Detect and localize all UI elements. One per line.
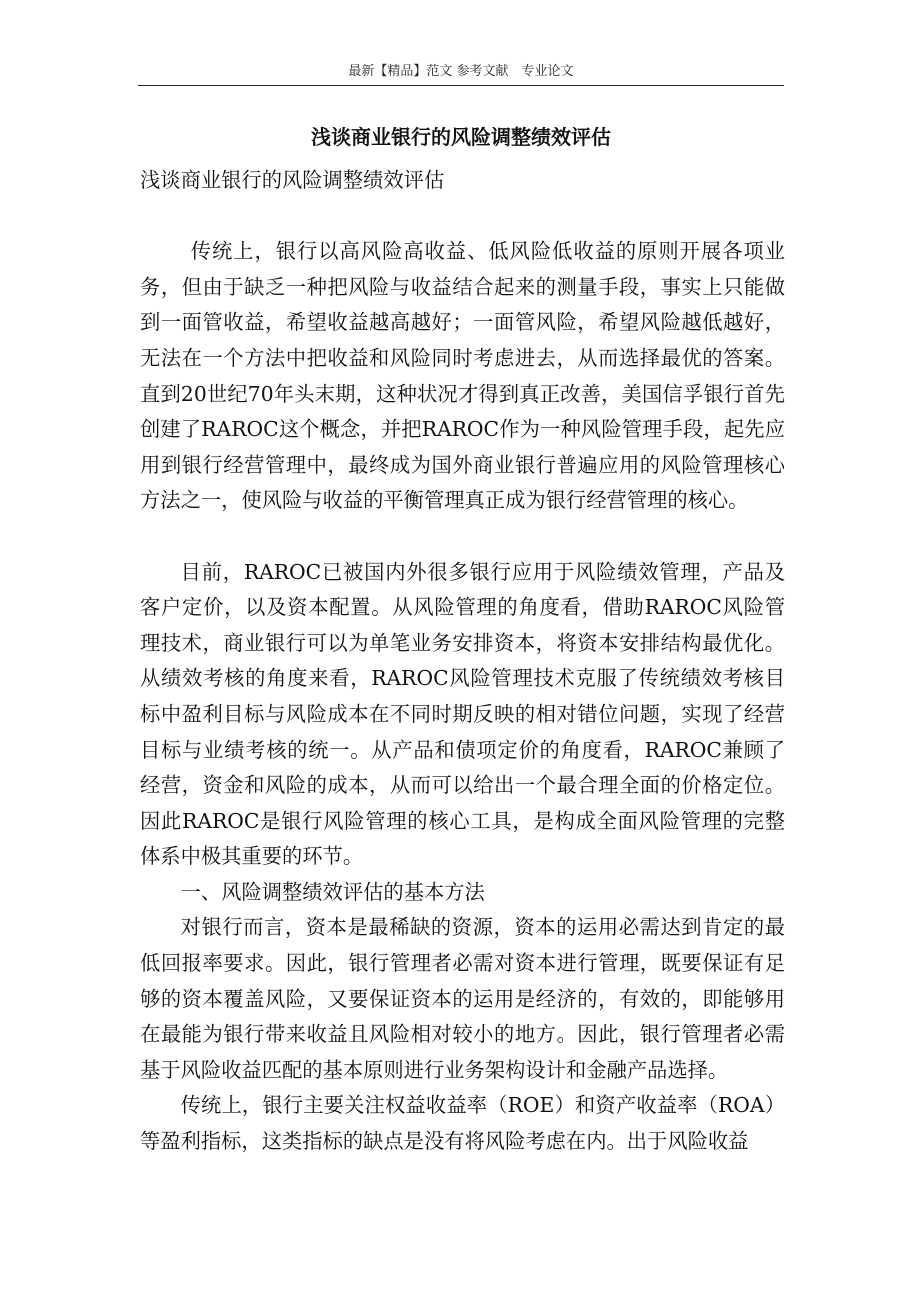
paragraph: 传统上，银行以高风险高收益、低风险低收益的原则开展各项业务，但由于缺乏一种把风险与收益结合起来的测量手段，事实上只能做到一面管收益，希望收益越高越好；一面管风险，希望风险越低越好，无法在一个方法中把收益和风险同时考虑进去，从而选择最优的答案。直到20世纪70年头末期，这种状况才得到真正改善，美国信孚银行首先创建了RAROC这个概念，并把RAROC作为一种风险管理手段，起先应用到银行经营管理中，最终成为国外商业银行普遍应用的风险管理核心方法之一，使风险与收益的平衡管理真正成为银行经营管理的核心。 [140,239,785,513]
paragraph: 目前，RAROC已被国内外很多银行应用于风险绩效管理，产品及客户定价，以及资本配置。从风险管理的角度看，借助RAROC风险管理技术，商业银行可以为单笔业务安排资本，将资本安排结构最优化。从绩效考核的角度来看，RAROC风险管理技术克服了传统绩效考核目标中盈利目标与风险成本在不同时期反映的相对错位问题，实现了经营目标与业绩考核的统一。从产品和债项定价的角度看，RAROC兼顾了经营，资金和风险的成本，从而可以给出一个最合理全面的价格定位。因此RAROC是银行风险管理的核心工具，是构成全面风险管理的完整体系中极其重要的环节。 [140,559,785,869]
document-body [140,163,785,1160]
paragraph: 对银行而言，资本是最稀缺的资源，资本的运用必需达到肯定的最低回报率要求。因此，银行管理者必需对资本进行管理，既要保证有足够的资本覆盖风险，又要保证资本的运用是经济的，有效的，即能够用在最能为银行带来收益且风险相对较小的地方。因此，银行管理者必需基于风险收益匹配的基本原则进行业务架构设计和金融产品选择。 [140,915,785,1082]
section-heading: 一、风险调整绩效评估的基本方法 [180,879,485,904]
document-title: 浅谈商业银行的风险调整绩效评估 [311,125,611,149]
page-header: 最新【精品】范文 参考文献 专业论文 [348,64,574,79]
header-divider [138,85,784,86]
document-subtitle: 浅谈商业银行的风险调整绩效评估 [140,168,445,192]
paragraph: 传统上，银行主要关注权益收益率（ROE）和资产收益率（ROA）等盈利指标，这类指标的缺点是没有将风险考虑在内。出于风险收益 [140,1093,785,1154]
